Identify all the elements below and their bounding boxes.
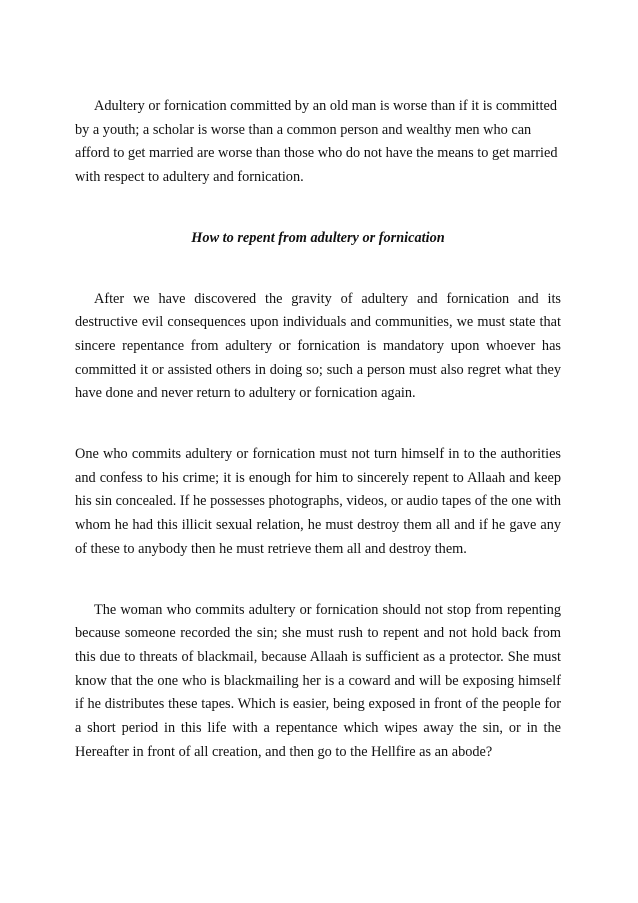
paragraph-confession: One who commits adultery or fornication must not turn himself in to the authorities and confess to his crime; it is enough for him to sincerely repent to Allaah and keep his sin concealed. If he possesses photographs, videos, or audio tapes of the one with whom he had this illicit sexual relation, he must destroy them all and if he gave any of these to anybody then he must retrieve them all and destroy them. [75, 446, 561, 557]
document-page [75, 95, 561, 764]
paragraph-old-man: Adultery or fornication committed by an old man is worse than if it is committed by a youth; a scholar is worse than a common person and wealthy men who can afford to get married are worse than those who do not have the means to get married with respect to adultery and fornication. [75, 98, 558, 186]
paragraph-blackmail: The woman who commits adultery or fornication should not stop from repenting because someone recorded the sin; she must rush to repent and not hold back from this due to threats of blackmail, because Allaah is sufficient as a protector. She must know that the one who is blackmailing her is a coward and will be exposing himself if he distributes these tapes. Which is easier, being exposed in front of the people for a short period in this life with a repentance which wipes away the sin, or in the Hereafter in front of all creation, and then go to the Hellfire as an abode? [75, 601, 561, 760]
paragraph-repentance: After we have discovered the gravity of adultery and fornication and its destructive evil consequences upon individuals and communities, we must state that sincere repentance from adultery or fornication is mandatory upon whoever has committed it or assisted others in doing so; such a person must also regret what they have done and never return to adultery or fornication again. [75, 290, 561, 402]
section-heading: How to repent from adultery or fornication [191, 229, 445, 246]
